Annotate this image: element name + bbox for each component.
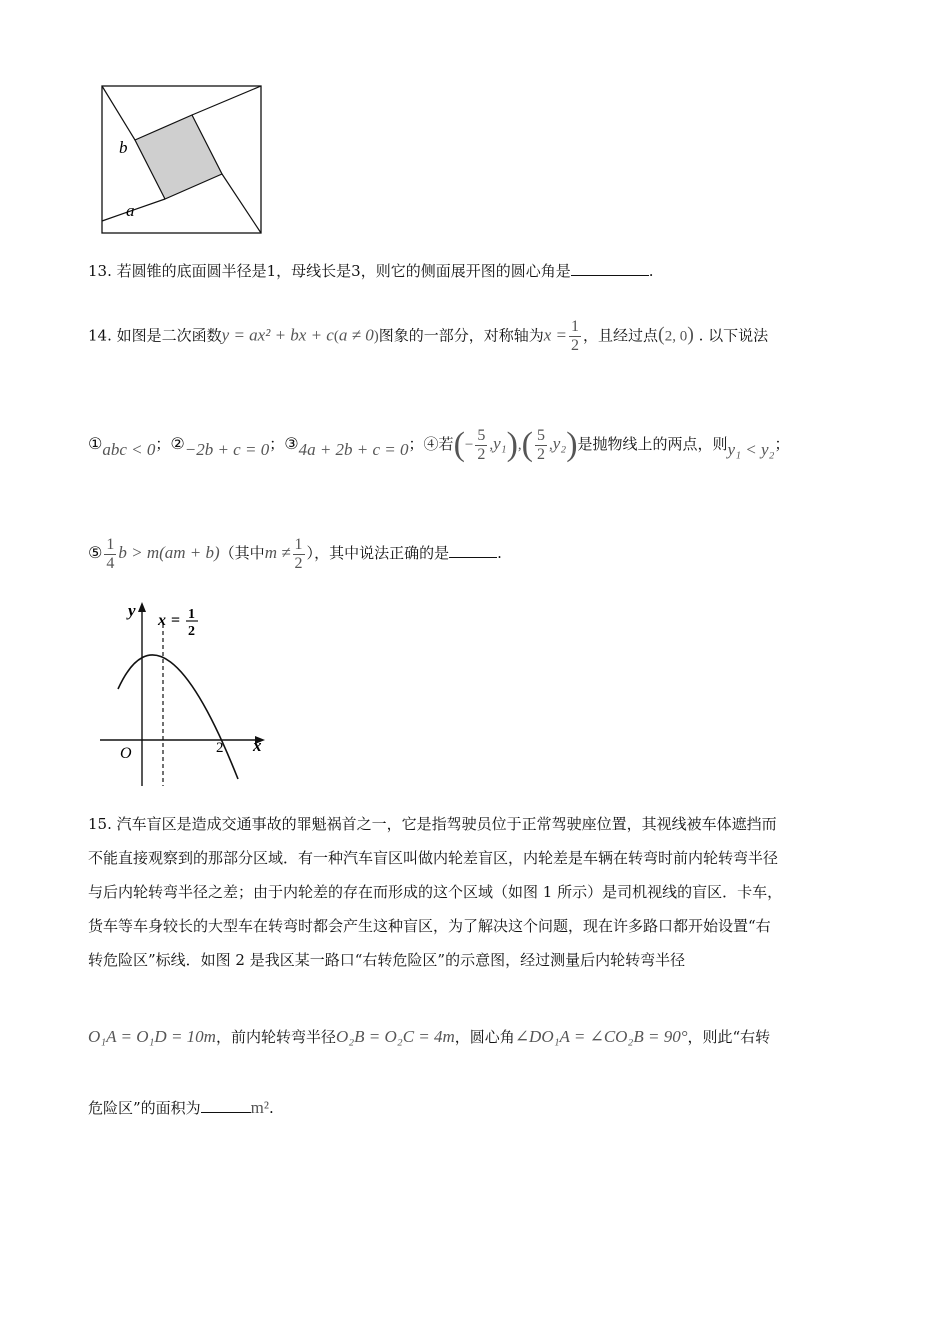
root-label: 2: [216, 740, 224, 756]
answer-blank-14: [449, 543, 497, 558]
q15-line-2: 不能直接观察到的那部分区域．有一种汽车盲区叫做内轮差盲区，内轮差是车辆在转弯时前内轮转弯半径: [88, 849, 779, 867]
label-b: b: [119, 138, 128, 157]
y-axis-arrow: [138, 602, 146, 612]
question-14-statement-5: ⑤ $\frac{1}{4}$ b > m(am + b)（其中m ≠ $\frac{1}{2}$ ），其中说法正确的是 .: [88, 535, 502, 572]
square-figure: [95, 80, 270, 238]
axis-label-x: x: [158, 612, 166, 629]
question-15: [88, 807, 863, 977]
question-14-statements: ①abc < 0；②−2b + c = 0；③4a + 2b + c = 0；④若(− $\frac{5}{2}$ ,y₁),( $\frac{5}{2}$ ,y₂)是抛物线上的两点，则y₁ < y₂；: [88, 426, 790, 463]
question-13: 13. 若圆锥的底面圆半径是1，母线长是3，则它的侧面展开图的圆心角是 .: [88, 262, 654, 280]
q15-line-4: 货车等车身较长的大型车在转弯时都会产生这种盲区，为了解决这个问题，现在许多路口都开始设置“右: [88, 917, 771, 935]
parabola-graph: [95, 598, 275, 790]
parabola-curve: [118, 655, 238, 779]
q15-line-5: 转危险区”标线．如图 2 是我区某一路口“右转危险区”的示意图，经过测量后内轮转弯半径: [88, 951, 686, 969]
question-14-intro: 14. 如图是二次函数y = ax² + bx + c(a ≠ 0)图象的一部分，对称轴为x = $\frac{1}{2}$ ，且经过点(2, 0) . 以下说法: [88, 318, 769, 354]
x-label: x: [253, 736, 262, 755]
answer-blank-15: [201, 1098, 251, 1113]
answer-blank-13: [571, 261, 649, 276]
q15-line-3: 与后内轮转弯半径之差；由于内轮差的存在而形成的这个区域（如图 1 所示）是司机视线的盲区．卡车，: [88, 883, 783, 901]
axis-label-den: 2: [188, 624, 195, 639]
origin-label: O: [120, 745, 132, 762]
label-a: a: [126, 201, 135, 220]
axis-label-num: 1: [188, 607, 195, 622]
inner-square: [135, 115, 222, 199]
axis-label-eq: =: [171, 612, 181, 629]
q15-line-1: 15. 汽车盲区是造成交通事故的罪魁祸首之一，它是指驾驶员位于正常驾驶座位置，其视线被车体遮挡而: [88, 815, 777, 833]
q15-line-6: O₁A = O₁D = 10m，前内轮转弯半径O₂B = O₂C = 4m，圆心角∠DO₁A = ∠CO₂B = 90°，则此“右转: [88, 1027, 771, 1046]
q15-line-7: 危险区”的面积为 m².: [88, 1098, 274, 1117]
y-label: y: [128, 601, 136, 620]
